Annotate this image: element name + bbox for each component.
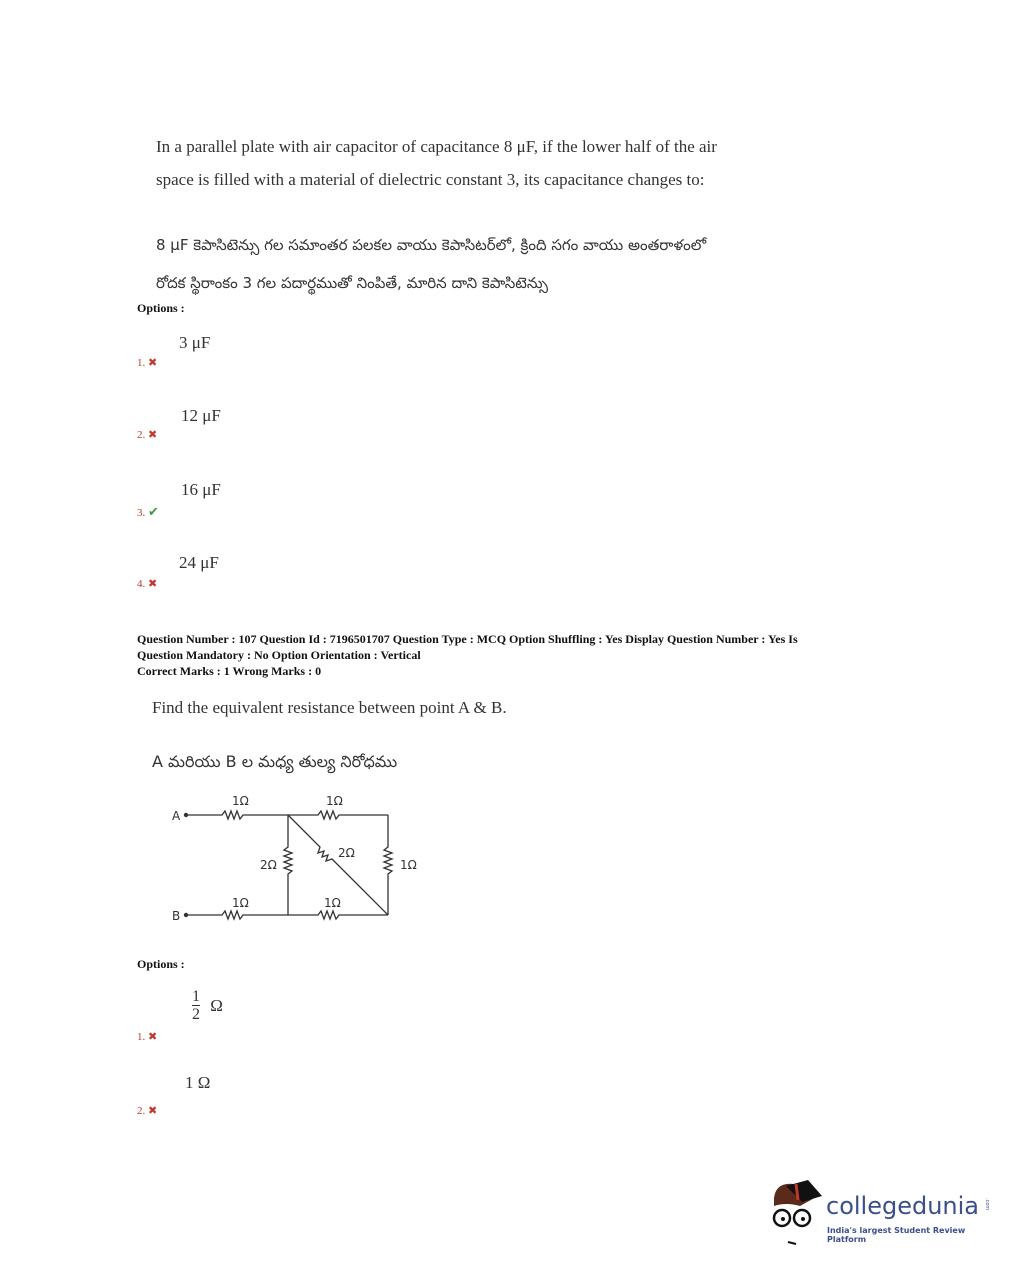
q1-option-1-number	[137, 356, 157, 369]
top-wire	[186, 811, 388, 819]
logo-name: collegedunia	[826, 1192, 980, 1220]
r-mid-label: 2Ω	[260, 858, 277, 872]
option-number: 2.	[137, 1105, 146, 1117]
mascot-icon	[766, 1176, 826, 1246]
option-number: 1.	[137, 1031, 146, 1043]
q1-option-3-value[interactable]: 16 μF	[181, 480, 221, 499]
q1-option-4-value[interactable]: 24 μF	[179, 553, 219, 572]
cross-icon: ✖	[148, 1105, 158, 1117]
node-a-label: A	[172, 809, 181, 823]
collegedunia-logo	[766, 1176, 996, 1246]
cross-icon: ✖	[148, 429, 158, 441]
node-b-label: B	[172, 909, 181, 923]
q2-option-1-number	[137, 1030, 157, 1043]
q2-options-label: Options :	[137, 957, 185, 971]
cross-icon: ✖	[148, 578, 158, 590]
q1-option-2-number	[137, 428, 157, 441]
q1-te-line: రోదక స్థిరాంకం 3 గల పదార్థముతో నింపితే, మారిన దాని కెపాసిటెన్సు	[156, 274, 548, 292]
numerator: 1	[192, 988, 200, 1005]
fraction	[192, 988, 200, 1023]
cross-icon: ✖	[148, 357, 158, 369]
right-resistor	[384, 815, 392, 915]
circuit-diagram	[160, 785, 420, 930]
q2-meta	[137, 631, 798, 679]
meta-line: Correct Marks : 1 Wrong Marks : 0	[137, 664, 322, 678]
q1-option-3-number	[137, 504, 159, 520]
denominator: 2	[192, 1006, 200, 1023]
node-a-dot	[184, 813, 188, 817]
q1-options-label: Options :	[137, 301, 185, 315]
option-number: 2.	[137, 429, 146, 441]
r-bot-left-label: 1Ω	[232, 896, 249, 910]
r-top-right-label: 1Ω	[326, 794, 343, 808]
q2-option-2-number	[137, 1104, 157, 1117]
q1-text-te	[156, 226, 706, 302]
meta-line: Question Mandatory : No Option Orientation : Vertical	[137, 648, 421, 662]
q2-option-1-value[interactable]	[192, 988, 223, 1023]
q1-option-4-number	[137, 577, 157, 590]
meta-line: Question Number : 107 Question Id : 7196501707 Question Type : MCQ Option Shuffling : Yes Display Question Number : Yes Is	[137, 632, 798, 646]
r-right-label: 1Ω	[400, 858, 417, 872]
q1-option-1-value[interactable]: 3 μF	[179, 333, 211, 352]
unit: Ω	[210, 995, 223, 1015]
cross-icon: ✖	[148, 1031, 158, 1043]
q2-text-te: A మరియు B ల మధ్య తుల్య నిరోధము	[152, 752, 398, 771]
q1-option-2-value[interactable]: 12 μF	[181, 406, 221, 425]
option-number: 4.	[137, 578, 146, 590]
q1-te-line: 8 μF కెపాసిటెన్సు గల సమాంతర పలకల వాయు కెపాసిటర్‌లో, క్రింది సగం వాయు అంతరాళంలో	[156, 236, 707, 254]
middle-resistor	[284, 815, 292, 915]
check-icon: ✔	[148, 504, 159, 519]
logo-suffix: .com	[984, 1198, 990, 1211]
option-number: 3.	[137, 507, 146, 519]
q2-text-en: Find the equivalent resistance between point A & B.	[152, 698, 507, 717]
q1-text-en	[156, 130, 717, 196]
bottom-wire	[186, 911, 388, 919]
option-number: 1.	[137, 357, 146, 369]
node-b-dot	[184, 913, 188, 917]
r-top-left-label: 1Ω	[232, 794, 249, 808]
q1-line: In a parallel plate with air capacitor of capacitance 8 μF, if the lower half of the air	[156, 137, 717, 156]
logo-tagline: India's largest Student Review Platform	[827, 1226, 966, 1244]
q2-option-2-value[interactable]: 1 Ω	[185, 1073, 211, 1092]
r-diag-label: 2Ω	[338, 846, 355, 860]
r-bot-right-label: 1Ω	[324, 896, 341, 910]
q1-line: space is filled with a material of dielectric constant 3, its capacitance changes to:	[156, 170, 705, 189]
